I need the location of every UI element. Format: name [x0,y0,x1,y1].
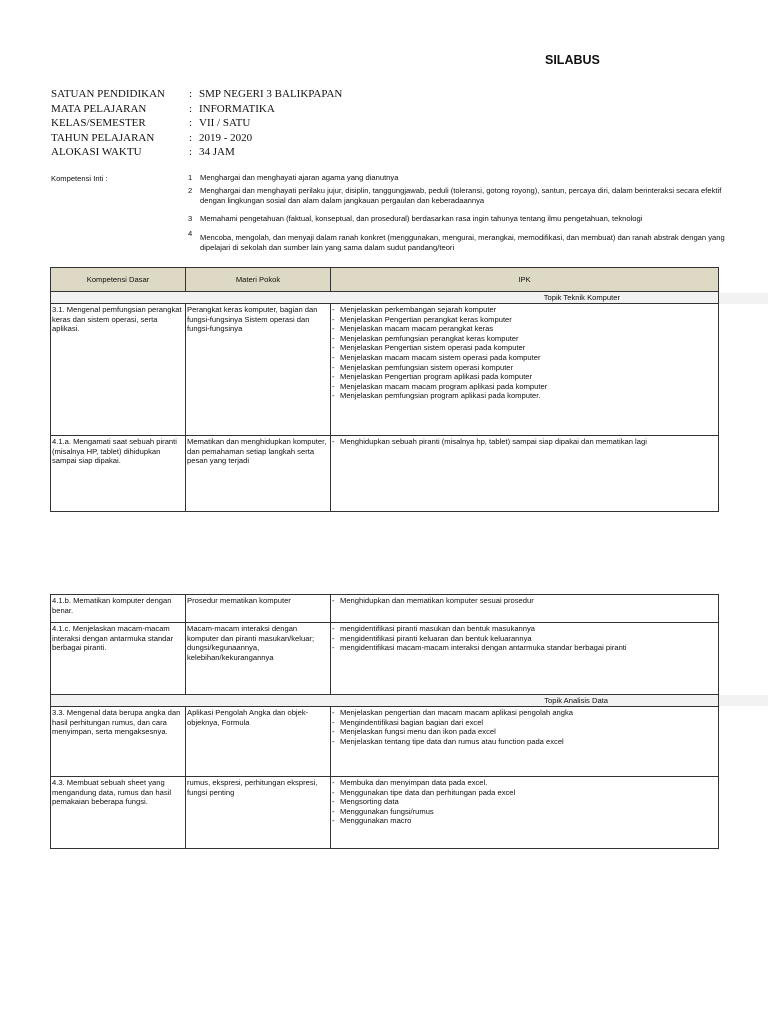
info-row-satuan [51,87,342,102]
list-item: - mengidentifikasi piranti keluaran dan bentuk keluarannya [332,634,717,644]
kd-cell: 4.3. Membuat sebuah sheet yang mengandung data, rumus dan hasil pemakaian beberapa fungsi. [51,777,186,849]
info-value: INFORMATIKA [199,102,275,115]
materi-cell: Mematikan dan menghidupkan komputer, dan pemahaman setiap langkah serta pesan yang terjadi [186,436,331,512]
ki-number: 1 [188,173,193,182]
info-value: VII / SATU [199,117,251,129]
info-key: KELAS/SEMESTER [51,117,146,129]
info-separator: : [189,117,193,129]
list-item: - Mengindentifikasi bagian bagian dari excel [332,718,717,728]
header-kompetensi-dasar: Kompetensi Dasar [51,268,186,292]
materi-cell: rumus, ekspresi, perhitungan ekspresi, fungsi penting [186,777,331,849]
materi-cell: Perangkat keras komputer, bagian dan fungsi-fungsinya Sistem operasi dan fungsi-fungsinya [186,304,331,436]
info-separator: : [189,102,193,115]
ki-text: Menghargai dan menghayati perilaku jujur, disiplin, tanggungjawab, peduli (toleransi, gotong royong), santun, percaya diri, dalam berinteraksi secara efektif dengan lingkungan sosial dan alam dalam jangkauan pergaulan dan keberadaannya [200,186,722,205]
info-key: ALOKASI WAKTU [51,146,142,158]
ki-text: Memahami pengetahuan (faktual, konseptual, dan prosedural) berdasarkan rasa ingin tahunya tentang ilmu pengetahuan, teknologi [200,214,643,223]
ki-item-4 [188,229,730,253]
info-key: TAHUN PELAJARAN [51,131,155,144]
silabus-table-1 [50,267,719,512]
table-row [51,623,719,695]
topic-row [51,292,719,304]
info-key: SATUAN PENDIDIKAN [51,88,165,100]
list-item: - Menggunakan fungsi/rumus [332,807,717,817]
list-item: - Menjelaskan Pengertian perangkat keras komputer [332,315,717,325]
list-item: - Membuka dan menyimpan data pada excel. [332,778,717,788]
list-item: - Menjelaskan Pengertian sistem operasi pada komputer [332,343,717,353]
list-item: - Menjelaskan macam macam program aplikasi pada komputer [332,382,717,392]
ki-number: 2 [188,186,193,195]
kd-cell: 3.3. Mengenal data berupa angka dan hasil perhitungan rumus, dan cara menyimpan, serta mengaksesnya. [51,707,186,777]
ipk-list [332,596,717,606]
list-item: - Menjelaskan fungsi menu dan ikon pada excel [332,727,717,737]
info-value: 2019 - 2020 [199,131,253,144]
list-item: - Menjelaskan pemfungsian perangkat keras komputer [332,334,717,344]
materi-cell: Prosedur mematikan komputer [186,595,331,623]
materi-cell: Macam-macam interaksi dengan komputer dan piranti masukan/keluar; dungsi/kegunaannya, kelebihan/kekurangannya [186,623,331,695]
topic-row [51,695,719,707]
info-separator: : [189,88,193,100]
ki-item-3 [188,214,730,224]
list-item: - Menggunakan tipe data dan perhitungan pada excel [332,788,717,798]
list-item: - Menggunakan macro [332,816,717,826]
table-row [51,595,719,623]
kd-cell: 4.1.a. Mengamati saat sebuah piranti (misalnya HP, tablet) dihidupkan sampai siap dipakai. [51,436,186,512]
silabus-table-2 [50,594,719,849]
info-row-mapel [51,102,342,117]
topic-band-extension [718,293,768,304]
identity-block [51,87,342,160]
ki-number: 3 [188,214,193,223]
info-row-kelas [51,116,342,131]
info-row-alokasi [51,145,342,160]
table-row [51,436,719,512]
list-item: - Menjelaskan pemfungsian sistem operasi komputer [332,363,717,373]
ipk-list [332,624,717,653]
list-item: - mengidentifikasi piranti masukan dan bentuk masukannya [332,624,717,634]
ipk-list [332,778,717,826]
ipk-list [332,305,717,401]
table-row [51,777,719,849]
table-header-row [51,268,719,292]
table-row [51,707,719,777]
info-separator: : [189,146,193,158]
info-value: SMP NEGERI 3 BALIKPAPAN [199,88,343,100]
ki-text: Mencoba, mengolah, dan menyaji dalam ranah konkret (menggunakan, mengurai, merangkai, memodifikasi, dan membuat) dan ranah abstrak dengan yang dipelajari di sekolah dan sumber lain yang sama dalam sudut pandang/teori [200,233,725,252]
info-separator: : [189,131,193,144]
ipk-cell [331,304,719,436]
materi-cell: Aplikasi Pengolah Angka dan objek-objeknya, Formula [186,707,331,777]
list-item: - Menjelaskan macam macam perangkat keras [332,324,717,334]
ipk-list [332,708,717,746]
list-item: - Menjelaskan perkembangan sejarah komputer [332,305,717,315]
ipk-cell [331,595,719,623]
info-row-tahun [51,131,342,146]
ipk-cell [331,436,719,512]
list-item: - mengidentifikasi macam-macam interaksi dengan antarmuka standar berbagai piranti [332,643,717,653]
list-item: - Menjelaskan tentang tipe data dan rumus atau function pada excel [332,737,717,747]
list-item: - Menghidupkan sebuah piranti (misalnya hp, tablet) sampai siap dipakai dan mematikan lagi [332,437,717,447]
ipk-list [332,437,717,447]
ki-text: Menghargai dan menghayati ajaran agama yang dianutnya [200,173,399,182]
info-value: 34 JAM [199,146,235,158]
ki-item-1 [188,173,730,183]
list-item: - Menjelaskan pengertian dan macam macam aplikasi pengolah angka [332,708,717,718]
document-title: SILABUS [545,53,600,67]
kd-cell: 3.1. Mengenal pemfungsian perangkat keras dan sistem operasi, serta aplikasi. [51,304,186,436]
kd-cell: 4.1.c. Menjelaskan macam-macam interaksi dengan antarmuka standar berbagai piranti. [51,623,186,695]
topic-label: Topik Teknik Komputer [51,292,719,304]
list-item: - Menjelaskan macam macam sistem operasi pada komputer [332,353,717,363]
list-item: - Menjelaskan pemfungsian program aplikasi pada komputer. [332,391,717,401]
header-materi-pokok: Materi Pokok [186,268,331,292]
topic-band-extension [718,695,768,706]
info-key: MATA PELAJARAN [51,102,147,115]
ipk-cell [331,777,719,849]
list-item: - Menghidupkan dan mematikan komputer sesuai prosedur [332,596,717,606]
kompetensi-inti-label: Kompetensi Inti : [51,174,108,183]
list-item: - Menjelaskan Pengertian program aplikasi pada komputer [332,372,717,382]
kd-cell: 4.1.b. Mematikan komputer dengan benar. [51,595,186,623]
topic-label: Topik Analisis Data [51,695,719,707]
header-ipk: IPK [331,268,719,292]
ipk-cell [331,707,719,777]
list-item: - Mengsorting data [332,797,717,807]
ipk-cell [331,623,719,695]
ki-number: 4 [188,229,193,238]
ki-item-2 [188,186,730,205]
table-row [51,304,719,436]
